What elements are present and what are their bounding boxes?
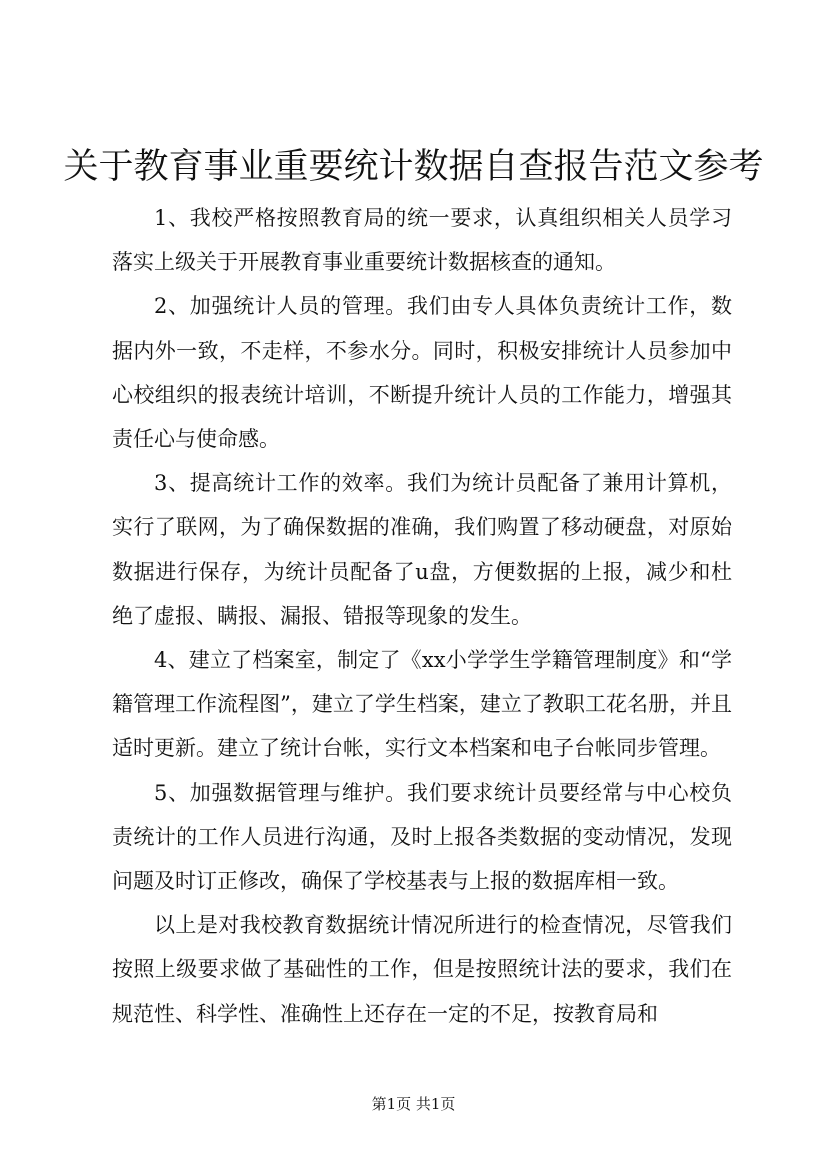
paragraph-2: 2、加强统计人员的管理。我们由专人具体负责统计工作，数据内外一致，不走样，不参水分。同时，积极安排统计人员参加中心校组织的报表统计培训，不断提升统计人员的工作能力，增强其责任心与使命感。 — [112, 294, 732, 452]
paragraph-4: 4、建立了档案室，制定了《xx小学学生学籍管理制度》和“学籍管理工作流程图”，建立了学生档案，建立了教职工花名册，并且适时更新。建立了统计台帐，实行文本档案和电子台帐同步管理。 — [112, 648, 732, 761]
document-body — [112, 196, 732, 1036]
paragraph-6: 以上是对我校教育数据统计情况所进行的检查情况，尽管我们按照上级要求做了基础性的工作，但是按照统计法的要求，我们在规范性、科学性、准确性上还存在一定的不足，按教育局和 — [112, 913, 732, 1026]
page-number-footer: 第1页 共1页 — [371, 1095, 456, 1113]
document-title: 关于教育事业重要统计数据自查报告范文参考 — [63, 147, 764, 187]
paragraph-5: 5、加强数据管理与维护。我们要求统计员要经常与中心校负责统计的工作人员进行沟通，及时上报各类数据的变动情况，发现问题及时订正修改，确保了学校基表与上报的数据库相一致。 — [112, 780, 732, 894]
paragraph-3: 3、提高统计工作的效率。我们为统计员配备了兼用计算机，实行了联网，为了确保数据的准确，我们购置了移动硬盘，对原始数据进行保存，为统计员配备了u盘，方便数据的上报，减少和杜绝了虚报、瞒报、漏报、错报等现象的发生。 — [112, 471, 732, 628]
paragraph-1: 1、我校严格按照教育局的统一要求，认真组织相关人员学习落实上级关于开展教育事业重要统计数据核查的通知。 — [112, 206, 732, 275]
